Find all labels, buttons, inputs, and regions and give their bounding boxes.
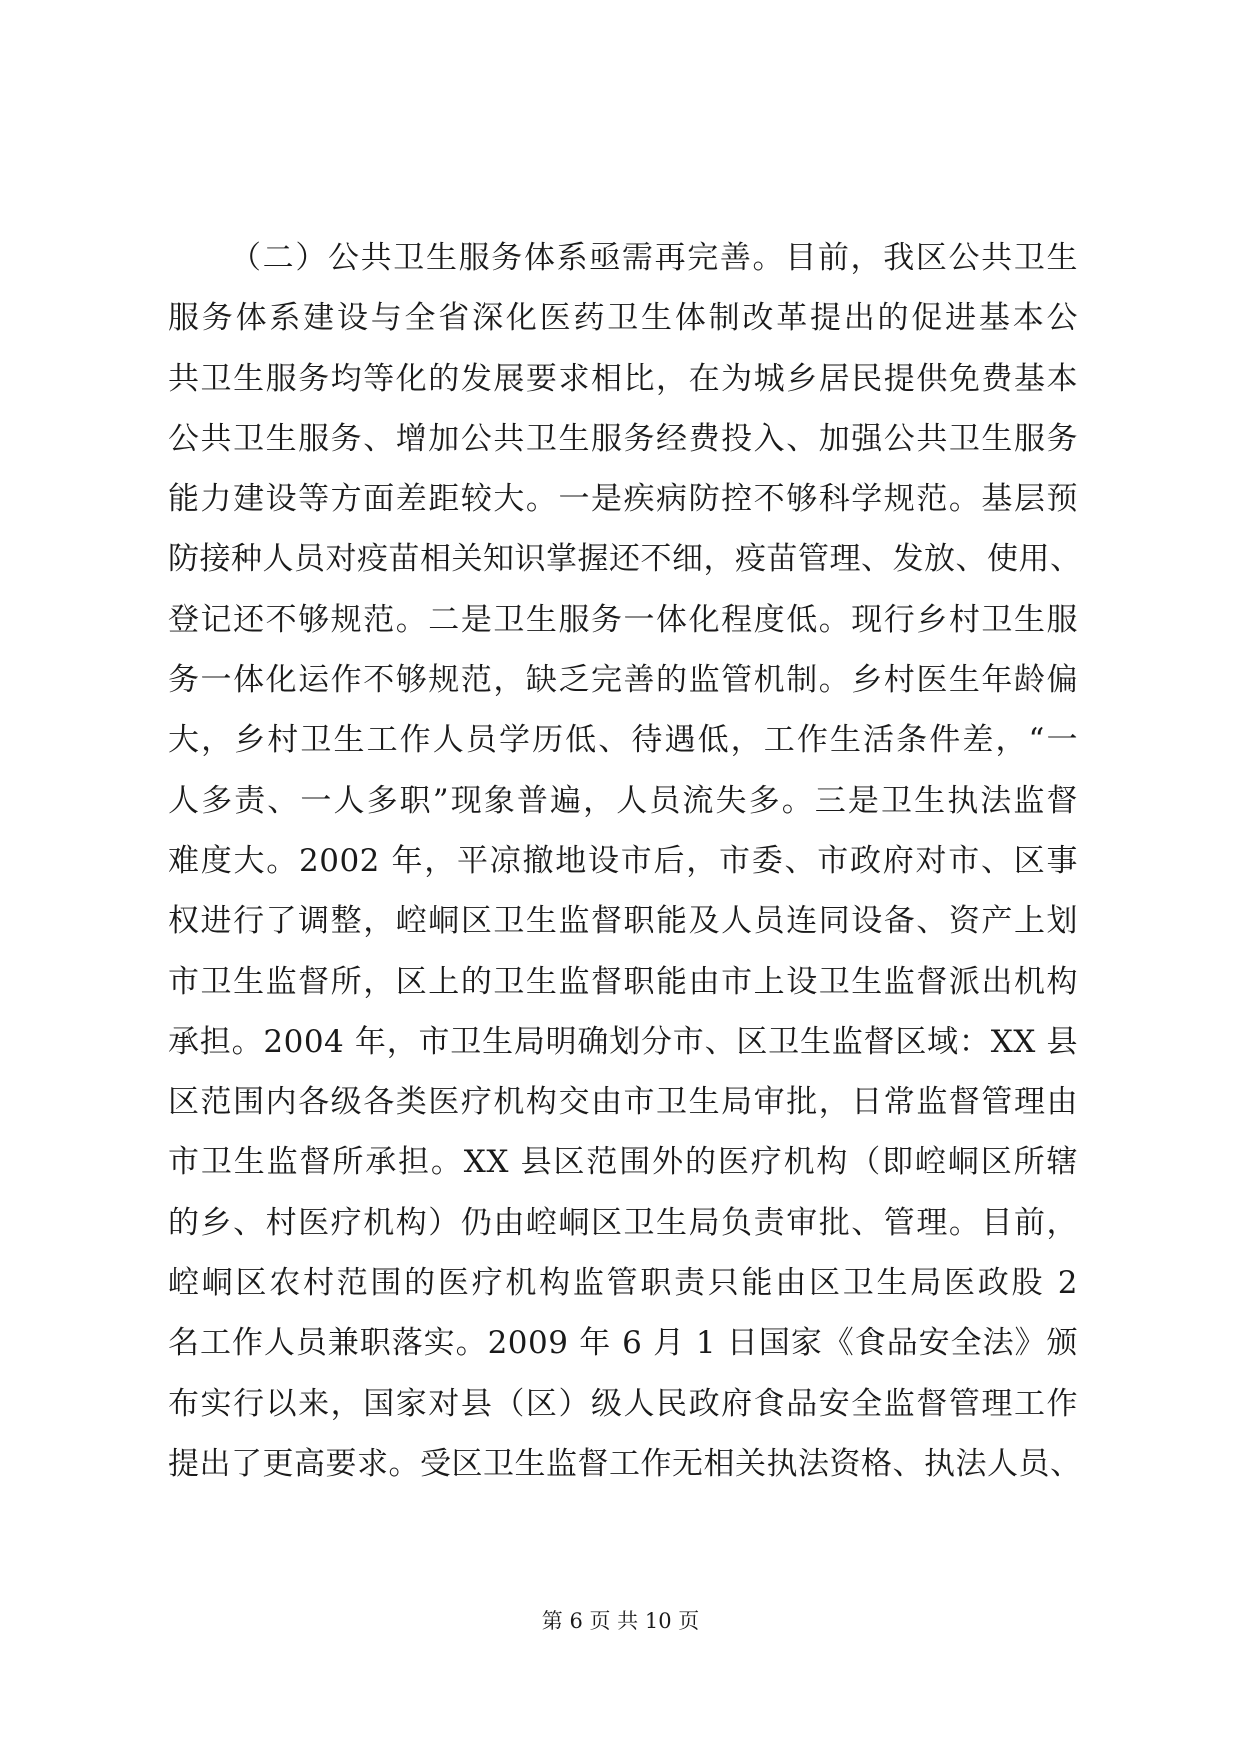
text-line: 市卫生监督所承担。XX 县区范围外的医疗机构（即崆峒区所辖 [168, 1144, 1078, 1181]
text-line: 名工作人员兼职落实。2009 年 6 月 1 日国家《食品安全法》颁 [168, 1325, 1078, 1362]
text-line: 人多责、一人多职”现象普遍，人员流失多。三是卫生执法监督 [168, 782, 1078, 819]
text-line: 大，乡村卫生工作人员学历低、待遇低，工作生活条件差，“一 [168, 722, 1078, 759]
text-line: 共卫生服务均等化的发展要求相比，在为城乡居民提供免费基本 [168, 360, 1078, 397]
text-line: 的乡、村医疗机构）仍由崆峒区卫生局负责审批、管理。目前， [168, 1204, 1078, 1241]
text-line: 权进行了调整，崆峒区卫生监督职能及人员连同设备、资产上划 [168, 903, 1078, 940]
text-line: 区范围内各级各类医疗机构交由市卫生局审批，日常监督管理由 [168, 1084, 1078, 1121]
text-line: 公共卫生服务、增加公共卫生服务经费投入、加强公共卫生服务 [168, 420, 1078, 457]
text-line: 难度大。2002 年，平凉撤地设市后，市委、市政府对市、区事 [168, 842, 1078, 879]
text-line: 承担。2004 年，市卫生局明确划分市、区卫生监督区域：XX 县 [168, 1023, 1078, 1060]
text-line: 能力建设等方面差距较大。一是疾病防控不够科学规范。基层预 [168, 481, 1078, 518]
text-line: 服务体系建设与全省深化医药卫生体制改革提出的促进基本公 [168, 300, 1078, 337]
text-line: 提出了更高要求。受区卫生监督工作无相关执法资格、执法人员、 [168, 1445, 1082, 1482]
text-line: 防接种人员对疫苗相关知识掌握还不细，疫苗管理、发放、使用、 [168, 541, 1082, 578]
body-paragraph [168, 228, 1082, 1494]
text-line: （二）公共卫生服务体系亟需再完善。目前，我区公共卫生 [230, 240, 1078, 276]
text-line: 市卫生监督所，区上的卫生监督职能由市上设卫生监督派出机构 [168, 963, 1078, 1000]
page-number-footer: 第 6 页 共 10 页 [541, 1609, 700, 1633]
text-line: 务一体化运作不够规范，缺乏完善的监管机制。乡村医生年龄偏 [168, 662, 1078, 699]
text-line: 布实行以来，国家对县（区）级人民政府食品安全监督管理工作 [168, 1385, 1078, 1422]
text-line: 崆峒区农村范围的医疗机构监管职责只能由区卫生局医政股 2 [168, 1265, 1078, 1302]
text-line: 登记还不够规范。二是卫生服务一体化程度低。现行乡村卫生服 [168, 601, 1078, 638]
